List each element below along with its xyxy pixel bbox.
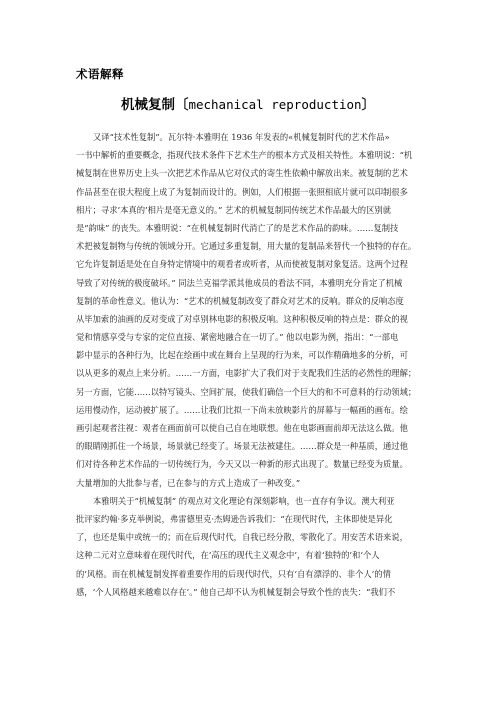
text-line: 影中显示的各种行为，比起在绘画中或在舞台上呈现的行为来，可以作精确地多的分析，可: [76, 350, 408, 361]
entry-title-close: 〕: [361, 97, 376, 113]
text-line: 了，也还是集中或统一的；而在后现代时代，自我已经分散，零散化了。用安苦术语来说，: [76, 532, 408, 543]
text-line: 作品甚至在很大程度上成了为复制而设计的。例如，人们根据一张照相底片就可以印制很多: [76, 186, 408, 197]
text-line: 另一方面，它能……以特写镜头、空间扩展，使我们确信一个巨大的和不可意料的行动领域；: [76, 386, 417, 397]
text-line: 的眼睛刚抓住一个场景，场景就已经变了。场景无法被建住。……群众是一种基质，通过他: [76, 441, 408, 452]
text-line: 大量增加的大批参与者，已在参与的方式上造成了一种改变。”: [76, 477, 301, 488]
text-line: 感，‘个人风格越来越难以存在’。” 他自己却不认为机械复制会导致个性的丧失：“我们不: [76, 586, 396, 597]
text-line: 从毕加索的油画的反对变成了对卓别林电影的积极反响。这种积极反响的特点是：群众的视: [76, 313, 408, 324]
text-line: 画引起观者注视：观者在画面前可以使自己自在地联想。他在电影画面前却无法这么做。他: [76, 423, 408, 433]
paragraph: [76, 128, 422, 492]
text-line: 复制的革命性意义。他认为：“艺术的机械复制改变了群众对艺术的反响。群众的反响态度: [76, 295, 404, 306]
text-line: 又译“技术性复制”。瓦尔特·本雅明在 1936 年发表的«机械复制时代的艺术作品»: [93, 132, 390, 142]
text-line: 以从更多的观点上来分析。……一方面，电影扩大了我们对于支配我们生活的必然性的理解；: [76, 368, 417, 379]
section-label: 术语解释: [76, 67, 124, 81]
text-line: 批评家约翰·多克举例说，弗雷德里克·杰姆逊告诉我们：“在现代时代，主体即使是异化: [76, 513, 393, 524]
entry-title-en: mechanical reproduction: [188, 97, 362, 112]
text-line: 械复制在世界历史上头一次把艺术作品从它对仪式的寄生性依赖中解放出来。被复制的艺术: [76, 168, 408, 179]
paragraph: [76, 492, 422, 601]
text-line: 本雅明关于“机械复制” 的观点对文化理论有深刻影响，也一直存有争议。澳大利亚: [93, 495, 395, 506]
text-line: 相片；寻求‘本真的’相片是毫无意义的。” 艺术的机械复制同传统艺术作品最大的区别就: [76, 204, 391, 215]
text-line: 觉和情感享受与专家的定位直接、紧密地融合在一切了。” 他以电影为例，指出：“一部电: [76, 332, 399, 343]
entry-title: [0, 93, 496, 113]
text-line: 导致了对传统的极度破坏。” 同法兰克福学派其他成员的看法不同，本雅明充分肯定了机械: [76, 277, 403, 288]
text-line: 是“韵味” 的丧失。本雅明说：“在机械复制时代消亡了的是艺术作品的韵味。……复制技: [76, 222, 399, 233]
text-line: 这种二元对立意味着在现代时代，在‘高压的现代主义观念中’，有着‘独特的’和‘个人: [76, 550, 380, 561]
entry-title-zh: 机械复制〔: [120, 97, 189, 113]
text-line: 运用慢动作，运动被扩展了。……让我们比拟一下尚未放映影片的屏幕与一幅画的画布。绘: [76, 404, 408, 415]
entry-body: [76, 128, 422, 601]
text-line: 的’风格。而在机械复制发挥着重要作用的后现代时代，只有‘自有漂浮的、非个人’的情: [76, 568, 391, 579]
text-line: 一书中解析的重要概念，指现代技术条件下艺术生产的根本方式及相关特性。本雅明说：“机: [76, 150, 413, 161]
text-line: 们对待各种艺术作品的一切传统行为，今天又以一种新的形式出现了。数量已经变为质量。: [76, 459, 408, 470]
text-line: 术把被复制物与传统的领域分开。它通过多重复制，用大量的复制品来替代一个独特的存在。: [76, 241, 417, 252]
text-line: 它允许复制适是处在自身特定情境中的观看者或听者，从而使被复制对象复活。这两个过程: [76, 259, 408, 270]
